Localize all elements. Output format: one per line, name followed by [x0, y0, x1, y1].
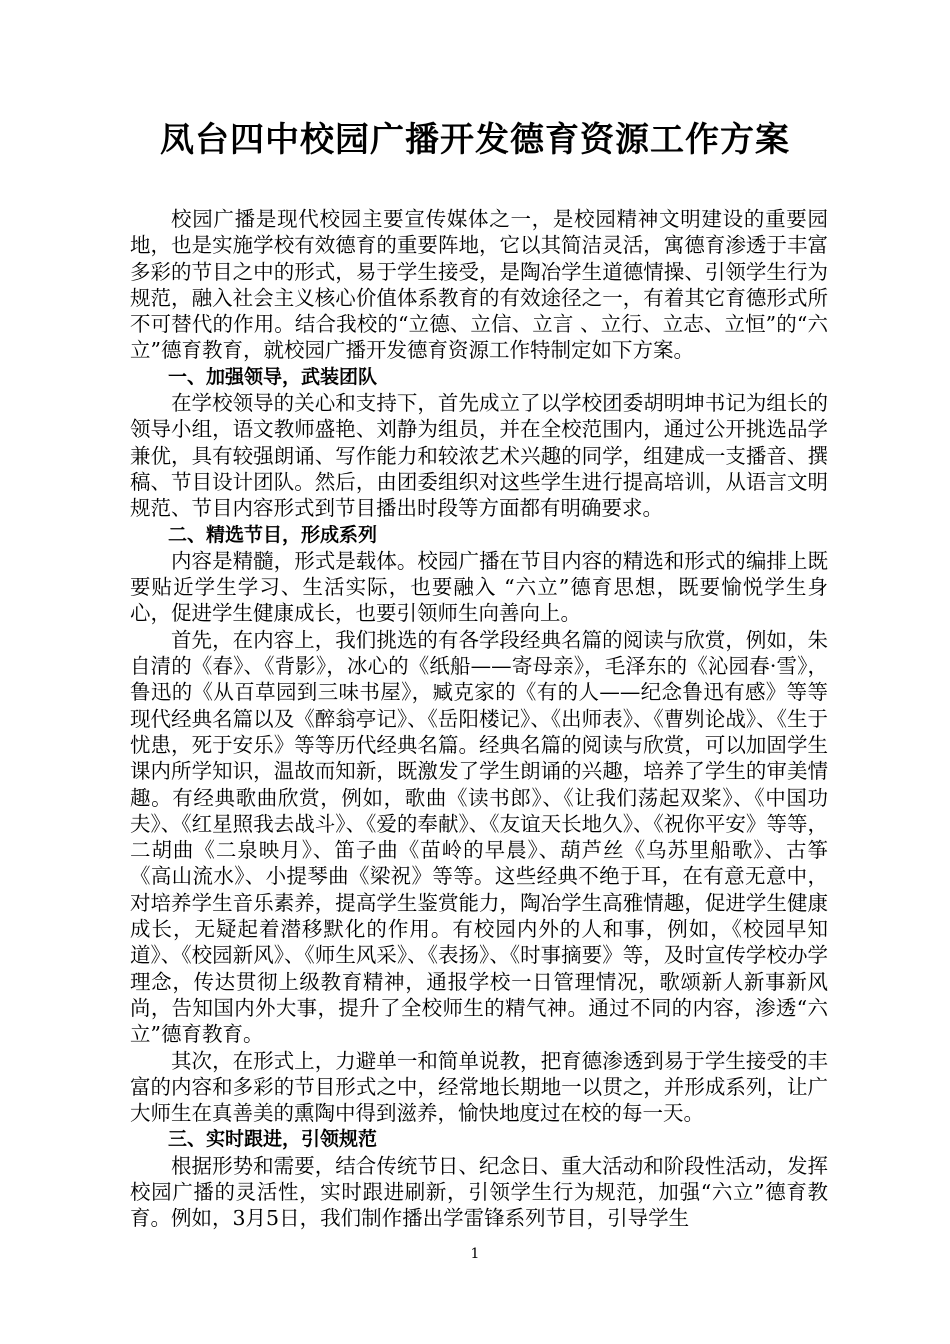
- paragraph-leadership: 在学校领导的关心和支持下，首先成立了以学校团委胡明坤书记为组长的领导小组，语文教师盛艳、刘静为组员，并在全校范围内，通过公开挑选品学兼优，具有较强朗诵、写作能力和较浓艺术兴趣的同学，组建成一支播音、撰稿、节目设计团队。然后，由团委组织对这些学生进行提高培训，从语言文明规范、节目内容形式到节目播出时段等方面都有明确要求。: [130, 391, 828, 521]
- document-title: 凤台四中校园广播开发德育资源工作方案: [160, 120, 790, 160]
- paragraph-intro: 校园广播是现代校园主要宣传媒体之一，是校园精神文明建设的重要园地，也是实施学校有效德育的重要阵地，它以其简洁灵活，寓德育渗透于丰富多彩的节目之中的形式，易于学生接受，是陶冶学生道德情操、引领学生行为规范，融入社会主义核心价值体系教育的有效途径之一，有着其它育德形式所不可替代的作用。结合我校的“立德、立信、立言 、立行、立志、立恒”的“六立”德育教育，就校园广播开发德育资源工作特制定如下方案。: [130, 207, 828, 363]
- section-heading-1: 一、加强领导，武装团队: [168, 365, 378, 388]
- paragraph-content: 首先，在内容上，我们挑选的有各学段经典名篇的阅读与欣赏，例如，朱自清的《春》、《背影》，冰心的《纸船——寄母亲》，毛泽东的《沁园春·雪》，鲁迅的《从百草园到三味书屋》，臧克家的《有的人——纪念鲁迅有感》等等现代经典名篇以及《醉翁亭记》、《岳阳楼记》、《出师表》、《曹刿论战》、《生于忧患，死于安乐》等等历代经典名篇。经典名篇的阅读与欣赏，可以加固学生课内所学知识，温故而知新，既激发了学生朗诵的兴趣，培养了学生的审美情趣。有经典歌曲欣赏，例如，歌曲《读书郎》、《让我们荡起双桨》、《中国功夫》、《红星照我去战斗》、《爱的奉献》、《友谊天长地久》、《祝你平安》等等，二胡曲《二泉映月》、笛子曲《苗岭的早晨》、葫芦丝《乌苏里船歌》、古筝《高山流水》、小提琴曲《梁祝》等等。这些经典不绝于耳，在有意无意中，对培养学生音乐素养，提高学生鉴赏能力，陶冶学生高雅情趣，促进学生健康成长，无疑起着潜移默化的作用。有校园内外的人和事，例如，《校园早知道》、《校园新风》、《师生风采》、《表扬》、《时事摘要》等，及时宣传学校办学理念，传达贯彻上级教育精神，通报学校一日管理情况，歌颂新人新事新风尚，告知国内外大事，提升了全校师生的精气神。通过不同的内容，渗透“六立”德育教育。: [130, 627, 828, 1047]
- paragraph-follow-up: 根据形势和需要，结合传统节日、纪念日、重大活动和阶段性活动，发挥校园广播的灵活性，实时跟进刷新，引领学生行为规范，加强“六立”德育教育。例如，3月5日，我们制作播出学雷锋系列节目，引导学生: [130, 1153, 828, 1231]
- paragraph-program-overview: 内容是精髓，形式是载体。校园广播在节目内容的精选和形式的编排上既要贴近学生学习、生活实际，也要融入 “六立”德育思想，既要愉悦学生身心，促进学生健康成长，也要引领师生向善向上。: [130, 548, 828, 626]
- paragraph-form: 其次，在形式上，力避单一和简单说教，把育德渗透到易于学生接受的丰富的内容和多彩的节目形式之中，经常地长期地一以贯之，并形成系列，让广大师生在真善美的熏陶中得到滋养，愉快地度过在校的每一天。: [130, 1048, 828, 1126]
- document-body: [130, 206, 828, 1232]
- section-heading-3: 三、实时跟进，引领规范: [168, 1128, 378, 1151]
- page-number: 1: [470, 1246, 480, 1262]
- section-heading-2: 二、精选节目，形成系列: [168, 523, 378, 546]
